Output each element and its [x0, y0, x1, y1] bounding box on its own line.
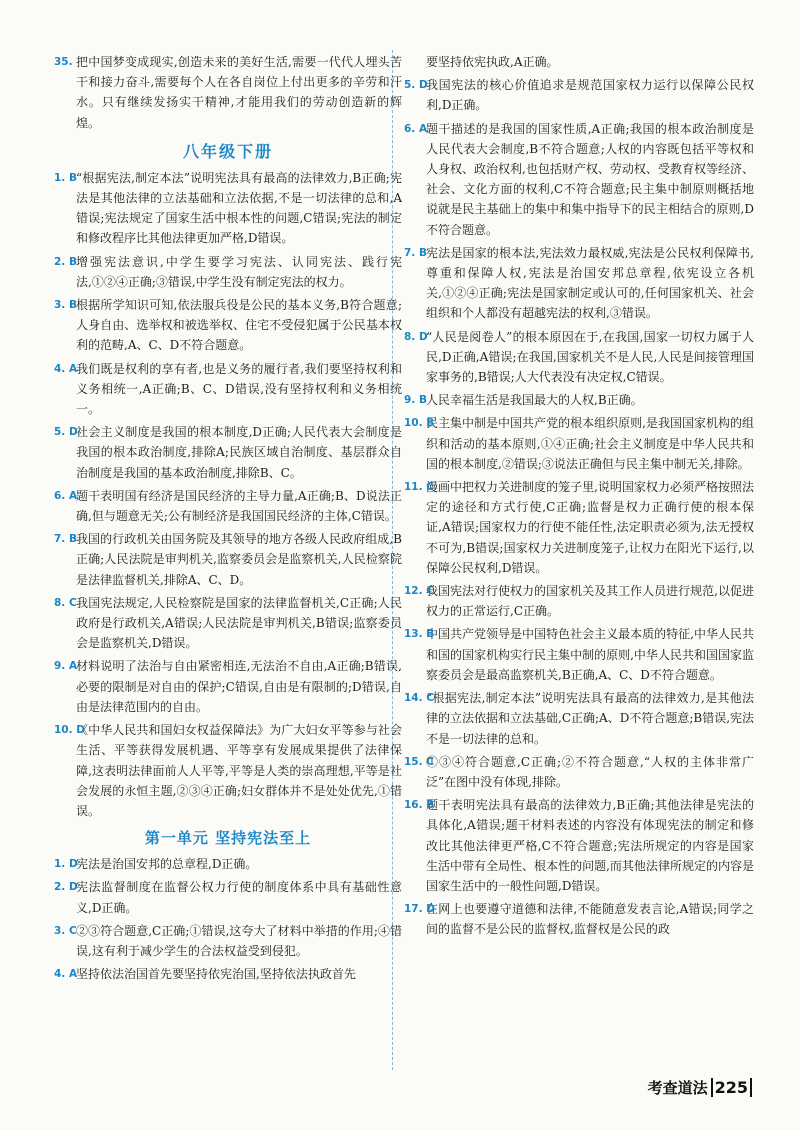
right-column [404, 52, 754, 943]
answer-item [404, 899, 754, 939]
answer-text: 中国共产党领导是中国特色社会主义最本质的特征,中华人民共和国的国家机构实行民主集中制的原则,中华人民共和国国家监察委员会是最高监察机关,B正确,A、C、D不符合题意。 [426, 627, 754, 682]
answer-item [54, 252, 402, 292]
answer-number: 3. C [54, 924, 77, 937]
answer-text: 社会主义制度是我国的根本制度,D正确;人民代表大会制度是我国的根本政治制度,排除A;民族区域自治制度、基层群众自治制度是我国的基本政治制度,排除B、C。 [76, 425, 402, 480]
answer-item [54, 295, 402, 356]
section1-answers [54, 168, 402, 821]
footer-label: 考查道法 [647, 1079, 708, 1097]
answer-number: 9. A [54, 660, 78, 673]
answer-number: 9. B [404, 394, 427, 407]
answer-text: 漫画中把权力关进制度的笼子里,说明国家权力必须严格按照法定的途径和方式行使,C正确;监督是权力正确行使的根本保证,A错误;国家权力的行使不能任性,法定职责必须为,法无授权不可为,B错误;国家权力关进制度笼子,让权力在阳光下运行,以保障公民权利,D错误。 [426, 480, 754, 575]
answer-text: 题干描述的是我国的国家性质,A正确;我国的根本政治制度是人民代表大会制度,B不符合题意;人权的内容既包括平等权和人身权、政治权利,也包括财产权、劳动权、受教育权等经济、社会、文化方面的权利,C不符合题意;民主集中制原则概括地说就是民主基础上的集中和集中指导下的民主相结合的原则,D不符合题意。 [426, 121, 754, 237]
answer-number: 6. A [404, 122, 428, 135]
answer-text: 宪法是国家的根本法,宪法效力最权威,宪法是公民权利保障书,尊重和保障人权,宪法是治国安邦总章程,依宪设立各机关,①②④正确;宪法是国家制定或认可的,任何国家机关、社会组织和个人都没有超越宪法的权利,③错误。 [426, 245, 754, 321]
answer-item [54, 486, 402, 526]
answer-text: 民主集中制是中国共产党的根本组织原则,是我国国家机构的组织和活动的基本原则,①④正确;社会主义制度是中华人民共和国的根本制度,②错误;③说法正确但与民主集中制无关,排除。 [426, 416, 754, 471]
answer-number: 7. B [404, 246, 427, 259]
answer-number: 2. D [54, 881, 78, 894]
answer-item [54, 656, 402, 717]
answer-item [54, 854, 402, 874]
answer-text: 我国的行政机关由国务院及其领导的地方各级人民政府组成,B正确;人民法院是审判机关,监察委员会是监察机关,人民检察院是法律监督机关,排除A、C、D。 [76, 532, 402, 587]
answer-number: 1. D [54, 858, 78, 871]
answer-item [404, 624, 754, 685]
answer-text: 把中国梦变成现实,创造未来的美好生活,需要一代代人埋头苦干和接力奋斗,需要每个人在各自岗位上付出更多的辛劳和汗水。只有继续发扬实干精神,才能用我们的劳动创造新的辉煌。 [76, 55, 402, 130]
answer-text: 《中华人民共和国妇女权益保障法》为广大妇女平等参与社会生活、平等获得发展机遇、平等享有发展成果提供了法律保障,这表明法律面前人人平等,平等是人类的崇高理想,平等是社会发展的永恒主题,②③④正确;妇女群体并不是处处优先,①错误。 [76, 723, 402, 818]
answer-text: ②③符合题意,C正确;①错误,这夸大了材料中举措的作用;④错误,这有利于减少学生的合法权益受到侵犯。 [76, 923, 402, 958]
answer-number: 3. B [54, 299, 77, 312]
answer-text: 题干表明宪法具有最高的法律效力,B正确;其他法律是宪法的具体化,A错误;题干材料表述的内容没有体现宪法的制定和修改比其他法律更严格,C不符合题意;宪法所规定的内容是国家生活中带有全局性、根本性的问题,而其他法律所规定的内容是国家生活中的一般性问题,D错误。 [426, 798, 754, 893]
answer-text: ①③④符合题意,C正确;②不符合题意,“人权的主体非常广泛”在图中没有体现,排除。 [426, 754, 754, 789]
answer-text: “人民是阅卷人”的根本原因在于,在我国,国家一切权力属于人民,D正确,A错误;在我国,国家机关不是人民,人民是间接管理国家事务的,B错误;人大代表没有决定权,C错误。 [426, 329, 754, 385]
answer-number: 4. A [54, 968, 78, 981]
answer-item [54, 720, 402, 821]
section-title-grade8-vol2: 八年级下册 [182, 141, 273, 161]
answer-item [54, 529, 402, 590]
answer-number: 5. D [404, 79, 428, 92]
answer-text: 人民幸福生活是我国最大的人权,B正确。 [426, 393, 643, 408]
answer-item [54, 877, 402, 917]
answer-item [54, 964, 402, 984]
answer-continuation: 要坚持依宪执政,A正确。 [426, 55, 559, 69]
section2-answers [54, 854, 402, 984]
answer-item [404, 119, 754, 240]
answer-item [404, 477, 754, 578]
answer-text: 我国宪法规定,人民检察院是国家的法律监督机关,C正确;人民政府是行政机关,A错误;人民法院是审判机关,B错误;监察委员会是监察机关,D错误。 [76, 595, 402, 651]
answer-item [54, 359, 402, 420]
answer-number: 10. B [404, 417, 435, 430]
answer-text: 我国宪法的核心价值追求是规范国家权力运行以保障公民权利,D正确。 [426, 78, 754, 113]
right-answers [404, 75, 754, 939]
answer-text: 我国宪法对行使权力的国家机关及其工作人员进行规范,以促进权力的正常运行,C正确。 [426, 584, 754, 619]
answer-text: 题干表明国有经济是国民经济的主导力量,A正确;B、D说法正确,但与题意无关;公有制经济是我国国民经济的主体,C错误。 [76, 488, 402, 524]
answer-number: 10. D [54, 724, 85, 737]
answer-text: 增强宪法意识,中学生要学习宪法、认同宪法、践行宪法,①②④正确;③错误,中学生没有制定宪法的权力。 [76, 254, 402, 289]
answer-text: 材料说明了法治与自由紧密相连,无法治不自由,A正确;B错误,必要的限制是对自由的保护;C错误,自由是有限制的;D错误,自由是法律范围内的自由。 [76, 659, 402, 714]
page-footer [648, 1077, 752, 1098]
answer-item [404, 795, 754, 896]
answer-text: 宪法监督制度在监督公权力行使的制度体系中具有基础性意义,D正确。 [76, 880, 402, 915]
answer-item [404, 327, 754, 388]
answer-item [54, 422, 402, 483]
answer-number: 14. C [404, 692, 434, 705]
answer-item [404, 752, 754, 792]
section-title-unit1: 第一单元 坚持宪法至上 [144, 829, 312, 848]
answer-number: 17. D [404, 903, 435, 916]
answer-item-35 [54, 52, 402, 133]
answer-item [54, 593, 402, 654]
answer-text: 根据所学知识可知,依法服兵役是公民的基本义务,B符合题意;人身自由、选举权和被选举权、住宅不受侵犯属于公民基本权利的范畴,A、C、D不符合题意。 [76, 298, 402, 353]
answer-item [404, 413, 754, 474]
answer-text: “根据宪法,制定本法”说明宪法具有最高的法律效力,是其他法律的立法依据和立法基础,C正确;A、D不符合题意;B错误,宪法不是一切法律的总和。 [426, 691, 755, 746]
answer-number: 4. A [54, 362, 78, 375]
answer-number: 8. D [404, 330, 428, 343]
answer-item [404, 688, 754, 749]
answer-item [404, 581, 754, 621]
answer-number: 2. B [54, 255, 77, 268]
answer-text: “根据宪法,制定本法”说明宪法具有最高的法律效力,B正确;宪法是其他法律的立法基础和立法依据,不是一切法律的总和,A错误;宪法规定了国家生活中根本性的问题,C错误;宪法的制定和修改程序比其他法律更加严格,D错误。 [76, 170, 402, 246]
answer-text: 坚持依法治国首先要坚持依宪治国,坚持依法执政首先 [76, 967, 356, 982]
answer-item [54, 921, 402, 961]
answer-text: 宪法是治国安邦的总章程,D正确。 [76, 857, 258, 872]
answer-item [54, 168, 402, 249]
answer-number: 6. A [54, 489, 78, 502]
answer-number: 15. C [404, 755, 434, 768]
answer-number: 35. [54, 56, 73, 68]
answer-item [404, 243, 754, 324]
left-column [54, 52, 402, 987]
answer-number: 12. C [404, 585, 434, 598]
page-number: 225 [711, 1078, 752, 1097]
answer-item [404, 75, 754, 115]
answer-number: 7. B [54, 533, 77, 546]
answer-number: 13. B [404, 628, 435, 641]
answer-item [404, 390, 754, 410]
answer-number: 11. C [404, 481, 434, 494]
answer-text: 在网上也要遵守道德和法律,不能随意发表言论,A错误;同学之间的监督不是公民的监督权,监督权是公民的政 [426, 902, 754, 937]
answer-number: 5. D [54, 426, 78, 439]
answer-text: 我们既是权利的享有者,也是义务的履行者,我们要坚持权利和义务相统一,A正确;B、C、D错误,没有坚持权利和义务相统一。 [76, 361, 402, 417]
answer-number: 16. B [404, 799, 435, 812]
answer-number: 8. C [54, 596, 77, 609]
answer-number: 1. B [54, 171, 77, 184]
